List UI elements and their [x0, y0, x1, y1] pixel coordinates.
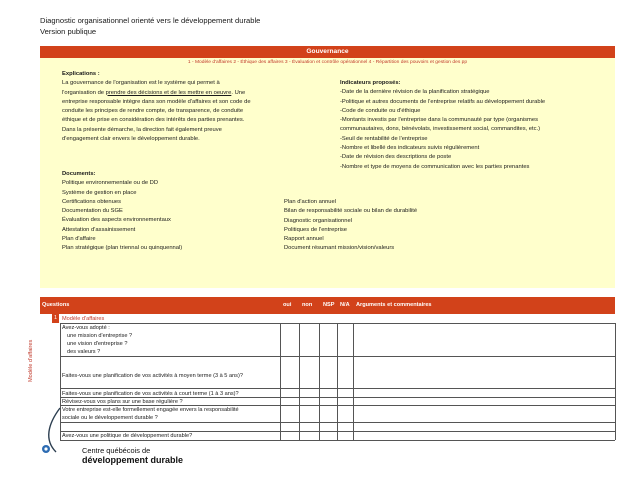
- document-subtitle: Version publique: [40, 27, 97, 36]
- indicateurs-block: [340, 79, 545, 172]
- section-name: Modèle d'affaires: [62, 316, 105, 322]
- indicateur-item: -Date de la dernière révision de la planification stratégique: [340, 89, 490, 96]
- question-text: sociale ou le développement durable ?: [62, 415, 158, 421]
- col-questions: Questions: [42, 302, 70, 308]
- document-item: Plan d'action annuel: [284, 199, 337, 205]
- question-text: Faites-vous une planification de vos activités à moyen terme (3 à 5 ans)?: [62, 373, 243, 379]
- document-item: Politique environnementale ou de DD: [62, 180, 159, 187]
- col-comments: Arguments et commentaires: [356, 302, 432, 308]
- indicateur-item: -Montants investis par l'entreprise dans la communauté par type (organismes: [340, 117, 538, 124]
- governance-banner: Gouvernance: [40, 46, 615, 58]
- explications-underlined: prendre des décisions et de les mettre en oeuvre: [105, 89, 232, 96]
- document-item: Bilan de responsabilité sociale ou bilan de durabilité: [284, 208, 418, 215]
- explications-line: conduite les principes de rendre compte, de transparence, de conduite: [62, 108, 244, 115]
- indicateurs-title: Indicateurs proposés:: [340, 80, 401, 86]
- questions-header: [40, 297, 615, 314]
- indicateur-item: communautaires, dons, bénévolats, investissement social, commandites, etc.): [340, 126, 541, 133]
- documents-left: [62, 170, 182, 254]
- documents-title: Documents:: [62, 171, 96, 177]
- document-item: Plan stratégique (plan triennal ou quinquennal): [62, 245, 183, 252]
- explications-line: l'organisation de prendre des décisions et de les mettre en oeuvre. Une: [62, 89, 246, 96]
- question-text: des valeurs ?: [67, 349, 101, 355]
- explications-title: Explications :: [62, 71, 100, 77]
- explications-line: Dans la présente démarche, la direction fait également preuve: [62, 126, 222, 133]
- question-text: Avez-vous adopté :: [62, 325, 110, 331]
- indicateur-item: -Date de révision des descriptions de poste: [340, 154, 452, 161]
- question-text: une vision d'entreprise ?: [67, 341, 128, 347]
- explications-line: d'engagement clair envers le développement durable.: [62, 136, 200, 143]
- logo-leaf-icon: [40, 406, 86, 456]
- document-item: Évaluation des aspects environnementaux: [62, 217, 171, 224]
- indicateur-item: -Nombre et type de moyens de communication avec les parties prenantes: [340, 163, 530, 170]
- section-number: 1: [53, 315, 58, 321]
- question-text: Faites-vous une planification de vos activités à court terme (1 à 3 ans)?: [62, 391, 239, 397]
- governance-tabs[interactable]: 1 - Modèle d'affaires 2 - Éthique des affaires 3 - Évaluation et contrôle opérationnel 4 - Répartition des pouvoirs et gestion des pp: [40, 58, 615, 67]
- explications-line: La gouvernance de l'organisation est le système qui permet à: [62, 80, 220, 87]
- logo-line2: développement durable: [82, 455, 184, 465]
- document-title: Diagnostic organisationnel orienté vers le développement durable: [40, 16, 261, 25]
- logo-line1: Centre québécois de: [82, 446, 151, 455]
- indicateur-item: -Seuil de rentabilité de l'entreprise: [340, 135, 428, 142]
- comments-area[interactable]: [353, 323, 615, 440]
- column-divider: [615, 323, 616, 440]
- section-vertical-label: Modèle d'affaires: [28, 339, 34, 382]
- question-text: Votre entreprise est-elle formellement engagée envers la responsabilité: [62, 407, 239, 413]
- col-na: N/A: [340, 302, 350, 308]
- question-text: Avez-vous une politique de développement durable?: [62, 433, 193, 439]
- explications-line: éthique et de prise en considération des intérêts des parties prenantes.: [62, 117, 245, 124]
- document-item: Certifications obtenues: [62, 198, 121, 205]
- document-item: Documentation du SGE: [62, 208, 123, 215]
- document-item: Système de gestion en place: [62, 189, 137, 196]
- document-item: Plan d'affaire: [62, 236, 96, 243]
- document-item: Politiques de l'entreprise: [284, 226, 347, 233]
- answer-area[interactable]: [280, 323, 353, 440]
- info-panel: [40, 67, 615, 288]
- question-text: une mission d'entreprise ?: [67, 333, 133, 339]
- col-nsp: NSP: [323, 302, 335, 308]
- explications-line: entreprise responsable intègre dans son modèle d'affaires et son code de: [62, 98, 251, 105]
- document-item: Diagnostic organisationnel: [284, 217, 352, 224]
- indicateur-item: -Nombre et libellé des indicateurs suivis régulièrement: [340, 145, 480, 152]
- col-oui: oui: [283, 302, 292, 308]
- question-text: Révisez-vous vos plans sur une base régulière ?: [62, 399, 183, 405]
- document-item: Attestation d'assainissement: [62, 226, 136, 233]
- logo: [82, 446, 183, 465]
- col-non: non: [302, 302, 313, 308]
- documents-right: [284, 198, 417, 254]
- explications-block: [62, 70, 251, 144]
- row-divider: [60, 440, 615, 441]
- indicateur-item: -Politique et autres documents de l'entreprise relatifs au développement durable: [340, 98, 546, 105]
- document-item: Rapport annuel: [284, 236, 324, 243]
- document-item: Document résumant mission/vision/valeurs: [284, 245, 395, 252]
- indicateur-item: -Code de conduite ou d'éthique: [340, 107, 421, 114]
